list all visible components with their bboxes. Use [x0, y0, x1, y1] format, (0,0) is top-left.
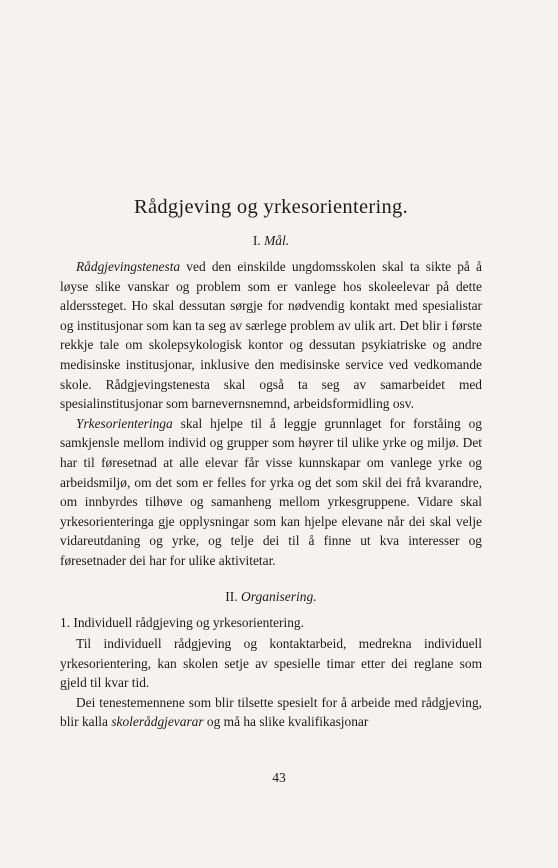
section-number: II. — [225, 588, 238, 604]
paragraph-body: ved den einskilde ungdomsskolen skal ta sikte på å løyse slike vanskar og problem som er vanlege hos skoleelevar på dette alderssteget. Ho skal dessutan sørgje for nødvendig kontakt med spesialistar og institusjonar som kan ta seg av særlege problem av ulik art. Det blir i første rekkje tale om skolepsykologisk kontor og dessutan psykiatriske og andre medisinske institusjonar, inklusive den medisinske service ved vedkomande skole. Rådgjevingstenesta skal også ta seg av samarbeidet med spesialinstitusjonar som barnevernsnemnd, arbeidsformidling osv. — [60, 259, 482, 412]
section-heading-maal — [60, 233, 482, 249]
section-heading-organisering — [60, 589, 482, 605]
paragraph-tenestemenn — [60, 693, 482, 732]
section-title: Organisering. — [241, 588, 317, 604]
paragraph-body: skal hjelpe til å leggje grunnlaget for forståing og samkjensle mellom individ og grupper som høyrer til ulike yrke og miljø. Det har til føresetnad at alle elevar får visse kunnskapar om vanlege yrke og arbeidsmiljø, om det som er felles for yrka og det som skil dei frå kvarandre, om innbyrdes tilhøve og samanheng mellom yrkesgruppene. Vidare skal yrkesorienteringa gje opplysningar som kan hjelpe elevane når dei skal velje vidareutdaning og yrke, og telje dei til å finne ut kva interesser og føresetnader dei har for ulike aktivitetar. — [60, 415, 482, 568]
section-number: I. — [252, 233, 261, 248]
paragraph-yrkesorientering — [60, 414, 482, 571]
paragraph-individuell — [60, 634, 482, 693]
paragraph-body-end: og må ha slike kvalifikasjonar — [203, 714, 369, 730]
subsection-heading — [60, 613, 482, 633]
section-title: Mål. — [264, 233, 290, 248]
paragraph-italic-term: skolerådgjevarar — [111, 714, 204, 730]
page-number: 43 — [272, 770, 286, 785]
paragraph-lead-term: Rådgjevingstenesta — [76, 259, 181, 274]
section-spacer — [60, 571, 482, 589]
paragraph-raadgjeving — [60, 257, 482, 414]
paragraph-lead-term: Yrkesorienteringa — [76, 415, 173, 431]
page-content — [60, 196, 482, 732]
paragraph-body: Dei tenestemennene som blir tilsette spesielt for å arbeide med rådgjeving, blir kalla — [60, 694, 482, 730]
paragraph-body: Til individuell rådgjeving og kontaktarbeid, medrekna individuell yrkesorientering, kan skolen setje av spesielle timar etter dei reglane som gjeld til kvar tid. — [60, 636, 482, 691]
page-title: Rådgjeving og yrkesorientering. — [133, 196, 409, 218]
subsection-title: Individuell rådgjeving og yrkesorientering. — [73, 614, 304, 630]
subsection-number: 1. — [60, 614, 71, 630]
